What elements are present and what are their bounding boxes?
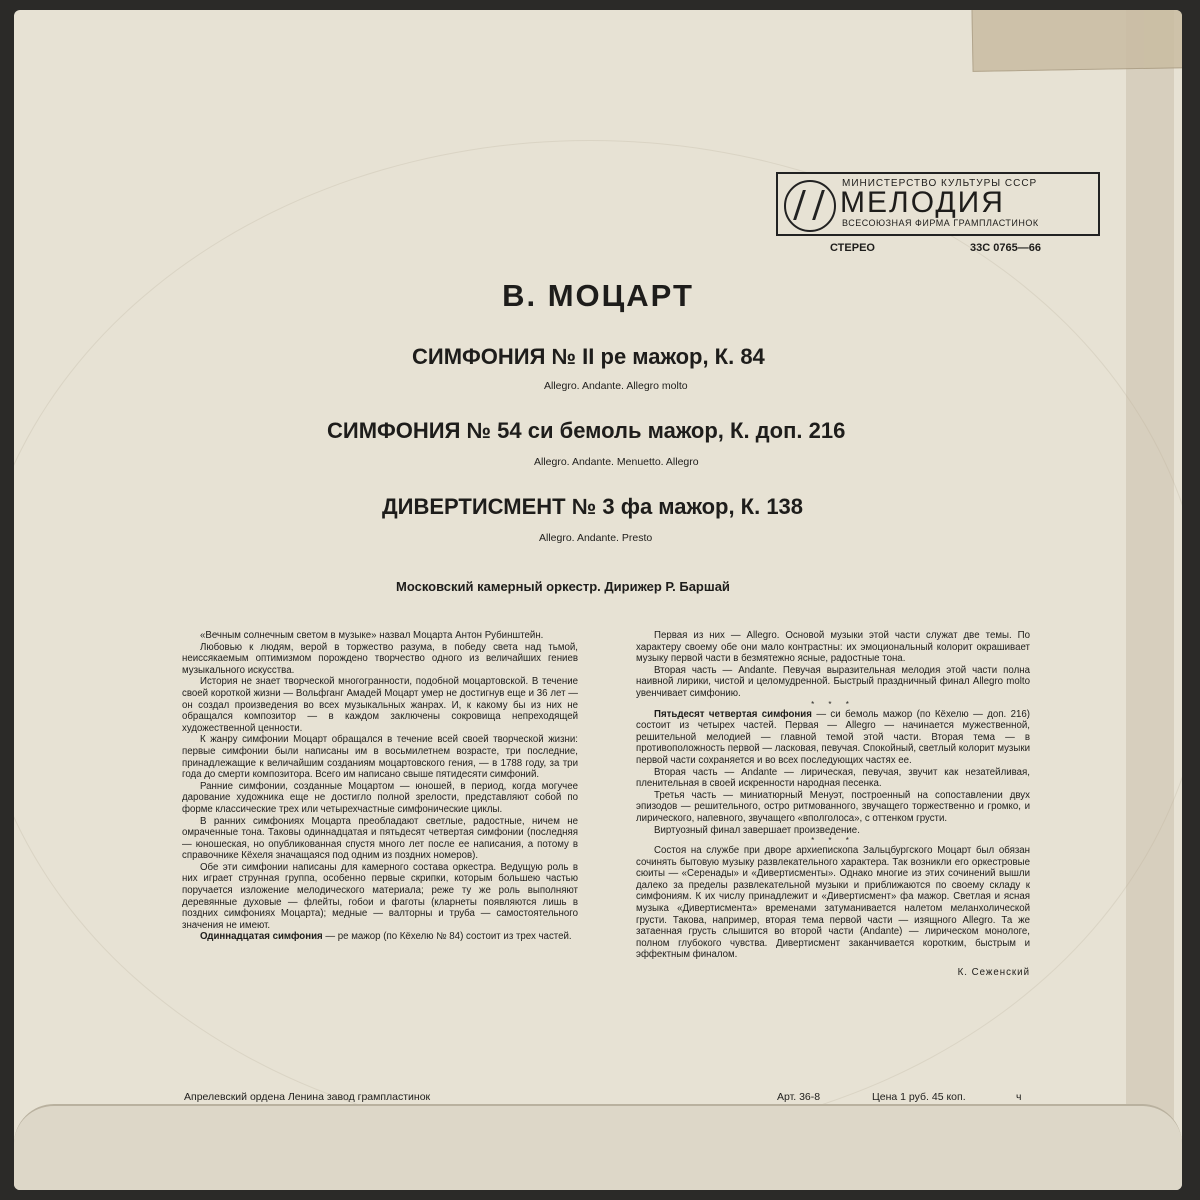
notes-paragraph: Состоя на службе при дворе архиепископа Зальцбургского Моцарт был обязан сочинять бытовую музыку развлекательного характера. Так возникли его оркестровые сюиты — «Серенады» и «Дивертисменты». Однако многие из этих сочинений вышли далеко за пределы развлекательной музыки и приближаются по своему складу к симфониям. К их числу принадлежит и «Дивертисмент» фа мажор. Светлая и ясная музыка «Дивертисмента» временами затуманивается налетом меланхолической грусти. Такова, например, вторая тема первой части — изящного Allegro. Та же затаенная грусть слышится во второй части (Andante) — лирическом монологе, полном глубокого чувства. Дивертисмент заканчивается коротким, быстрым и эффектным финалом. — [636, 845, 1030, 961]
work-movements-1: Allegro. Andante. Allegro molto — [544, 380, 688, 392]
notes-text: — си бемоль мажор (по Кёхелю — доп. 216) состоит из четырех частей. Первая — Allegro — начинается мужественной, решительной мелодией — главной темой этой части. Вторая тема — в противоположность первой — ласковая, певучая. Спокойный, светлый колорит музыки первой части сохраняется и во всех последующих частях ее. — [636, 708, 1030, 766]
logo-name: МЕЛОДИЯ — [840, 186, 1005, 219]
notes-text: — ре мажор (по Кёхелю № 84) состоит из трех частей. — [322, 931, 572, 943]
author-signature: К. Сеженский — [957, 967, 1030, 979]
notes-paragraph: Ранние симфонии, созданные Моцартом — юношей, в период, когда могучее дарование художника еще не достигло полной зрелости, представляют собой по форме классические трех или четырехчастные симфонические циклы. — [182, 780, 578, 815]
notes-paragraph: Вторая часть — Andante — лирическая, певучая, звучит как незатейливая, пленительная в своей искренности народная песенка. — [636, 766, 1030, 790]
notes-paragraph — [182, 931, 578, 943]
notes-paragraph: Первая из них — Allegro. Основой музыки этой части служат две темы. По характеру своему обе они мало контрастны: их эмоциональный колорит окрашивает музыку первой части в безмятежно ясные, радостные тона. — [636, 630, 1030, 665]
tape-patch — [971, 10, 1182, 72]
section-divider: * * * — [811, 699, 855, 709]
notes-paragraph: Вторая часть — Andante. Певучая выразительная мелодия этой части полна наивной лирики, чистой и целомудренной. Быстрый праздничный финал Allegro molto увенчивает симфонию. — [636, 664, 1030, 699]
notes-right-column — [636, 630, 1030, 979]
notes-paragraph: История не знает творческой многогранности, подобной моцартовской. В течение своей короткой жизни — Вольфганг Амадей Моцарт умер не достигнув еще и 36 лет — он создал произведения во всех музыкальных жанрах. И, к какому бы из них не обращался композитор — в каждом заключены сокровища непреходящей художественной ценности. — [182, 676, 578, 734]
work-title-3: ДИВЕРТИСМЕНТ № 3 фа мажор, К. 138 — [382, 494, 804, 519]
footer-mark: ч — [1016, 1091, 1022, 1103]
footer-article: Арт. 36-8 — [777, 1091, 821, 1103]
notes-paragraph: Любовью к людям, верой в торжество разума, в победу света над тьмой, неиссякаемым оптимизмом порождено творчество одного из величайших гениев музыкального искусства. — [182, 641, 578, 676]
footer-price: Цена 1 руб. 45 коп. — [872, 1091, 966, 1103]
sleeve-flap — [14, 1104, 1182, 1190]
logo-ministry: МИНИСТЕРСТВО КУЛЬТУРЫ СССР — [842, 178, 1038, 189]
record-sleeve-back — [14, 10, 1182, 1190]
notes-paragraph: Обе эти симфонии написаны для камерного состава оркестра. Ведущую роль в них играет струнная группа, особенно первые скрипки, которым большею частью поручается изложение мелодического материала; реже ту же роль выполняют деревянные духовые — флейты, гобои и фаготы (кларнеты появляются лишь в поздних симфониях Моцарта); медные — валторны и труба — самостоятельного значения не имеют. — [182, 861, 578, 931]
work-title-2: СИМФОНИЯ № 54 си бемоль мажор, К. доп. 216 — [327, 418, 846, 443]
composer-name: В. МОЦАРТ — [502, 278, 694, 313]
tape-strip — [1126, 10, 1174, 1190]
melodiya-emblem-icon — [784, 180, 836, 232]
work-movements-2: Allegro. Andante. Menuetto. Allegro — [534, 456, 699, 468]
stereo-label: СТЕРЕО — [830, 242, 875, 254]
notes-left-column — [182, 630, 578, 943]
footer-plant: Апрелевский ордена Ленина завод грампластинок — [184, 1091, 431, 1103]
notes-paragraph: В ранних симфониях Моцарта преобладают светлые, радостные, ничем не омраченные тона. Таковы одиннадцатая и пятьдесят четвертая симфонии (последняя — юношеская, но опубликованная спустя много лет после ее написания, а потому в справочнике Кёхеля значащаяся под одним из поздних номеров). — [182, 815, 578, 862]
notes-bold: Одиннадцатая симфония — [200, 931, 323, 943]
notes-paragraph: Виртуозный финал завершает произведение. — [654, 824, 860, 836]
section-divider: * * * — [811, 836, 855, 846]
work-title-1: СИМФОНИЯ № II ре мажор, К. 84 — [412, 344, 765, 369]
notes-bold: Пятьдесят четвертая симфония — [654, 708, 812, 720]
notes-paragraph: «Вечным солнечным светом в музыке» назвал Моцарта Антон Рубинштейн. — [200, 630, 544, 641]
notes-paragraph — [636, 709, 1030, 767]
notes-paragraph: Третья часть — миниатюрный Менуэт, построенный на сопоставлении двух эпизодов — решительного, остро ритмованного, звучащего торжественно и громко, и лирического, напевного, звучащего «вполголоса», с оттенком грусти. — [636, 789, 1030, 824]
logo-firm: ВСЕСОЮЗНАЯ ФИРМА ГРАМПЛАСТИНОК — [842, 218, 1039, 228]
work-movements-3: Allegro. Andante. Presto — [539, 532, 653, 544]
melodiya-logo — [776, 172, 1100, 236]
catalog-number: 33С 0765—66 — [970, 242, 1041, 254]
notes-paragraph: К жанру симфонии Моцарт обращался в течение всей своей творческой жизни: первые симфонии были написаны им в восьмилетнем возрасте, три последние, принадлежащие к величайшим созданиям моцартовского гения, — в 1788 году, за три года до смерти композитора. Всего им написано свыше пятидесяти симфоний. — [182, 734, 578, 781]
performers-line: Московский камерный оркестр. Дирижер Р. Баршай — [396, 579, 730, 594]
